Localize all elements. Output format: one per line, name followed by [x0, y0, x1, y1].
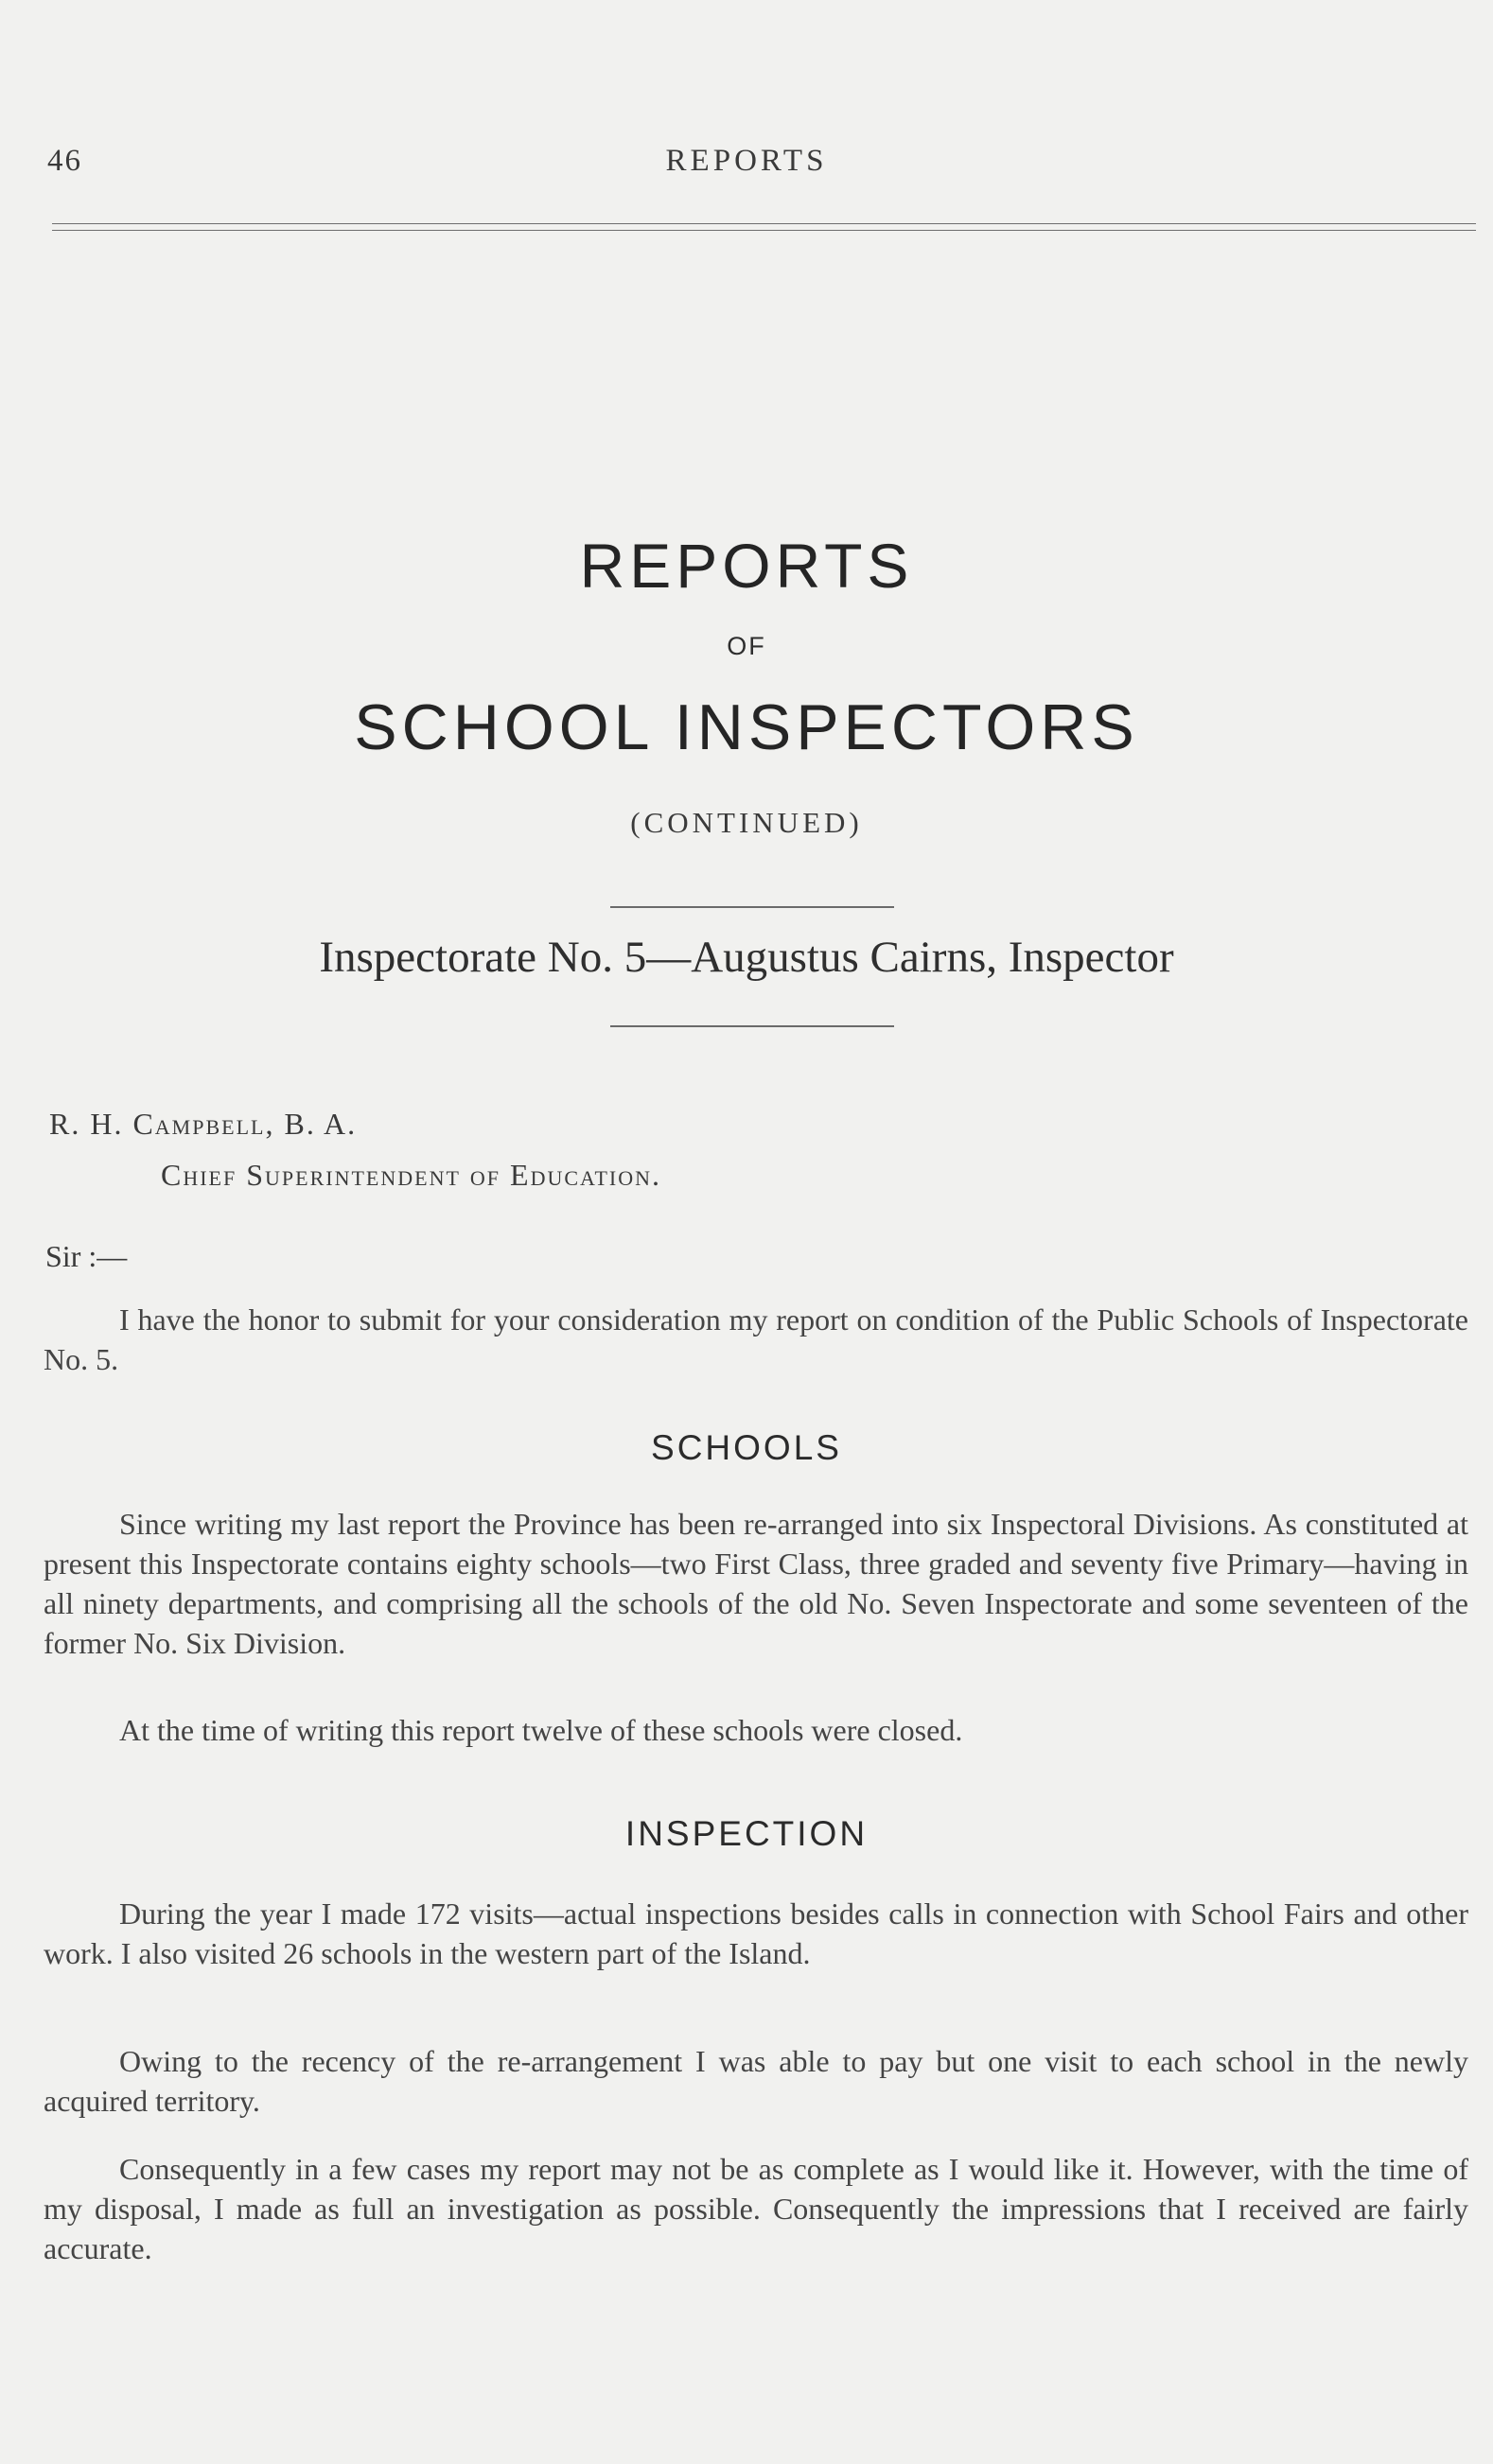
subtitle: SCHOOL INSPECTORS [354, 691, 1139, 763]
inspection-paragraph-3: Consequently in a few cases my report may not be as complete as I would like it. However, with the time of my disposal, I made as full an investigation as possible. Consequently the impressions that I received are fairly accurate. [44, 2152, 1468, 2265]
main-title: REPORTS [579, 531, 914, 601]
inspectorate-heading: Inspectorate No. 5—Augustus Cairns, Inspector [319, 933, 1174, 982]
running-header [47, 144, 1446, 191]
section-heading-inspection: INSPECTION [624, 1814, 869, 1853]
section-heading-schools: SCHOOLS [651, 1428, 842, 1467]
title-rule-lower [610, 1025, 894, 1027]
continued-label: (CONTINUED) [630, 806, 863, 839]
intro-paragraph: I have the honor to submit for your consideration my report on condition of the Public Schools of Inspectorate No. 5. [44, 1302, 1468, 1376]
title-of: OF [727, 632, 766, 660]
page-number: 46 [47, 144, 82, 178]
schools-paragraph-2: At the time of writing this report twelve of these schools were closed. [119, 1713, 963, 1747]
addressee-name: R. H. Campbell, B. A. [49, 1107, 358, 1141]
header-rule-top [52, 223, 1476, 224]
salutation: Sir :— [45, 1239, 128, 1273]
title-rule-upper [610, 906, 894, 908]
schools-paragraph-1: Since writing my last report the Province has been re-arranged into six Inspectoral Divisions. As constituted at present this Inspectorate contains eighty schools—two First Class, three graded and seventy five Primary—having in all ninety departments, and comprising all the schools of the old No. Seven Inspectorate and some seventeen of the former No. Six Division. [44, 1507, 1468, 1660]
running-title: REPORTS [665, 144, 828, 178]
inspection-paragraph-2: Owing to the recency of the re-arrangement I was able to pay but one visit to each school in the newly acquired territory. [44, 2044, 1468, 2118]
inspection-paragraph-1: During the year I made 172 visits—actual inspections besides calls in connection with School Fairs and other work. I also visited 26 schools in the western part of the Island. [44, 1896, 1468, 1970]
addressee-title: Chief Superintendent of Education. [161, 1158, 662, 1192]
header-rule-bottom [52, 230, 1476, 231]
